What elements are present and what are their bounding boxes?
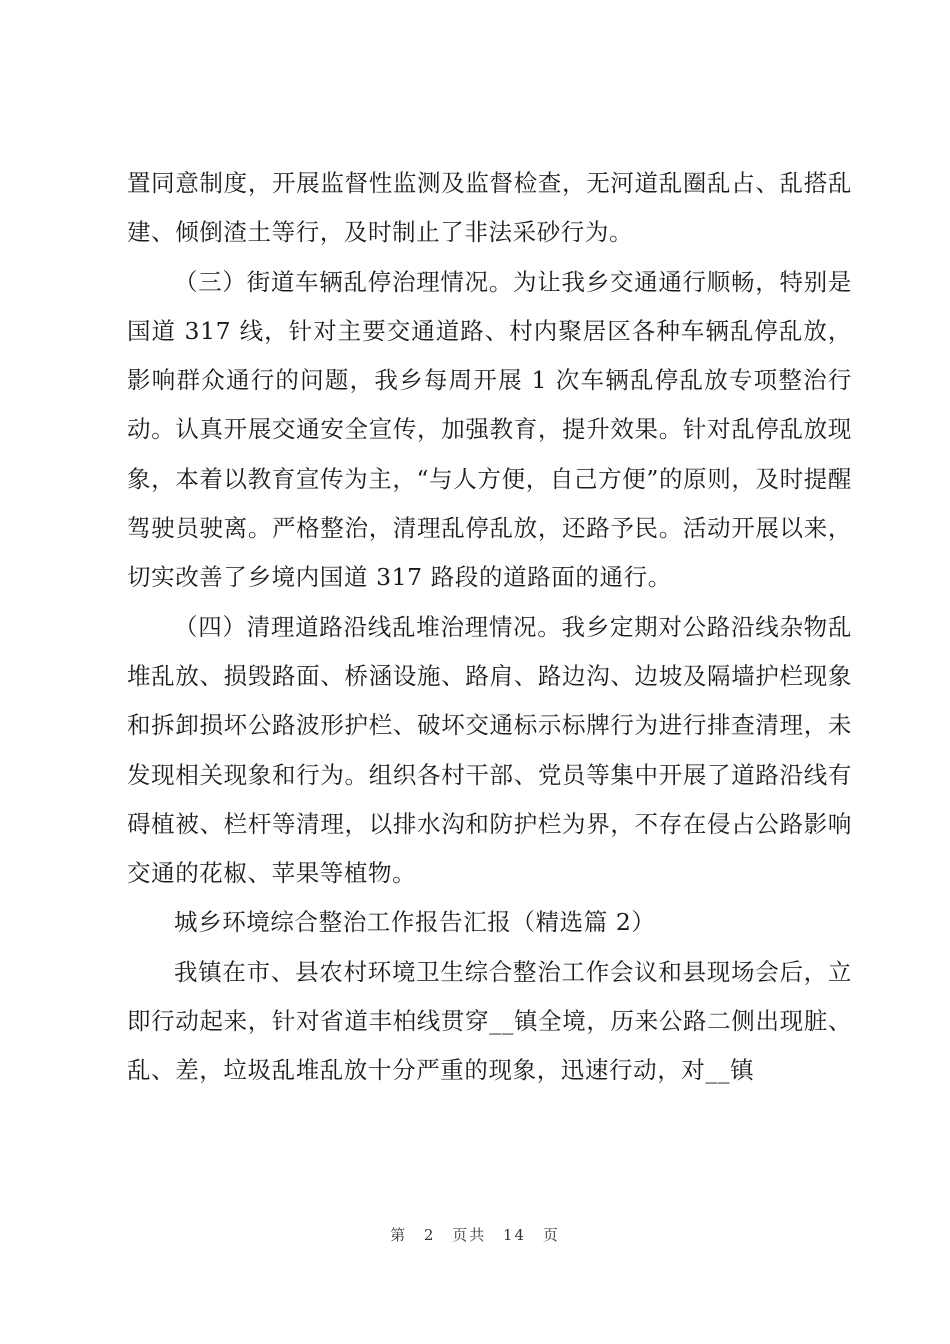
paragraph-section-4: （四）清理道路沿线乱堆治理情况。我乡定期对公路沿线杂物乱堆乱放、损毁路面、桥涵设施、路肩、路边沟、边坡及隔墙护栏现象和拆卸损坏公路波形护栏、破坏交通标示标牌行为进行排查清理，未发现相关现象和行为。组织各村干部、党员等集中开展了道路沿线有碍植被、栏杆等清理，以排水沟和防护栏为界，不存在侵占公路影响交通的花椒、苹果等植物。 xyxy=(127,612,852,888)
footer-page-number: 2 xyxy=(423,1226,436,1244)
footer-suffix: 页 xyxy=(542,1226,560,1244)
footer-prefix: 第 xyxy=(390,1226,408,1244)
paragraph-section-3: （三）街道车辆乱停治理情况。为让我乡交通通行顺畅，特别是国道 317 线，针对主要交通道路、村内聚居区各种车辆乱停乱放，影响群众通行的问题，我乡每周开展 1 次车辆乱停乱放专项整治行动。认真开展交通安全宣传，加强教育，提升效果。针对乱停乱放现象，本着以教育宣传为主，“与人方便，自己方便”的原则，及时提醒驾驶员驶离。严格整治，清理乱停乱放，还路予民。活动开展以来，切实改善了乡境内国道 317 路段的道路面的通行。 xyxy=(127,267,852,592)
page-footer xyxy=(0,1224,950,1245)
footer-total-pages: 14 xyxy=(503,1226,527,1244)
paragraph-continuation: 置同意制度，开展监督性监测及监督检查，无河道乱圈乱占、乱搭乱建、倾倒渣土等行，及时制止了非法采砂行为。 xyxy=(127,169,852,247)
document-body xyxy=(127,159,852,1096)
article-title: 城乡环境综合整治工作报告汇报（精选篇 2） xyxy=(174,908,656,937)
paragraph-article-body: 我镇在市、县农村环境卫生综合整治工作会议和县现场会后，立即行动起来，针对省道丰柏线贯穿__镇全境，历来公路二侧出现脏、乱、差，垃圾乱堆乱放十分严重的现象，迅速行动，对__镇 xyxy=(127,957,852,1085)
footer-middle: 页共 xyxy=(452,1226,487,1244)
